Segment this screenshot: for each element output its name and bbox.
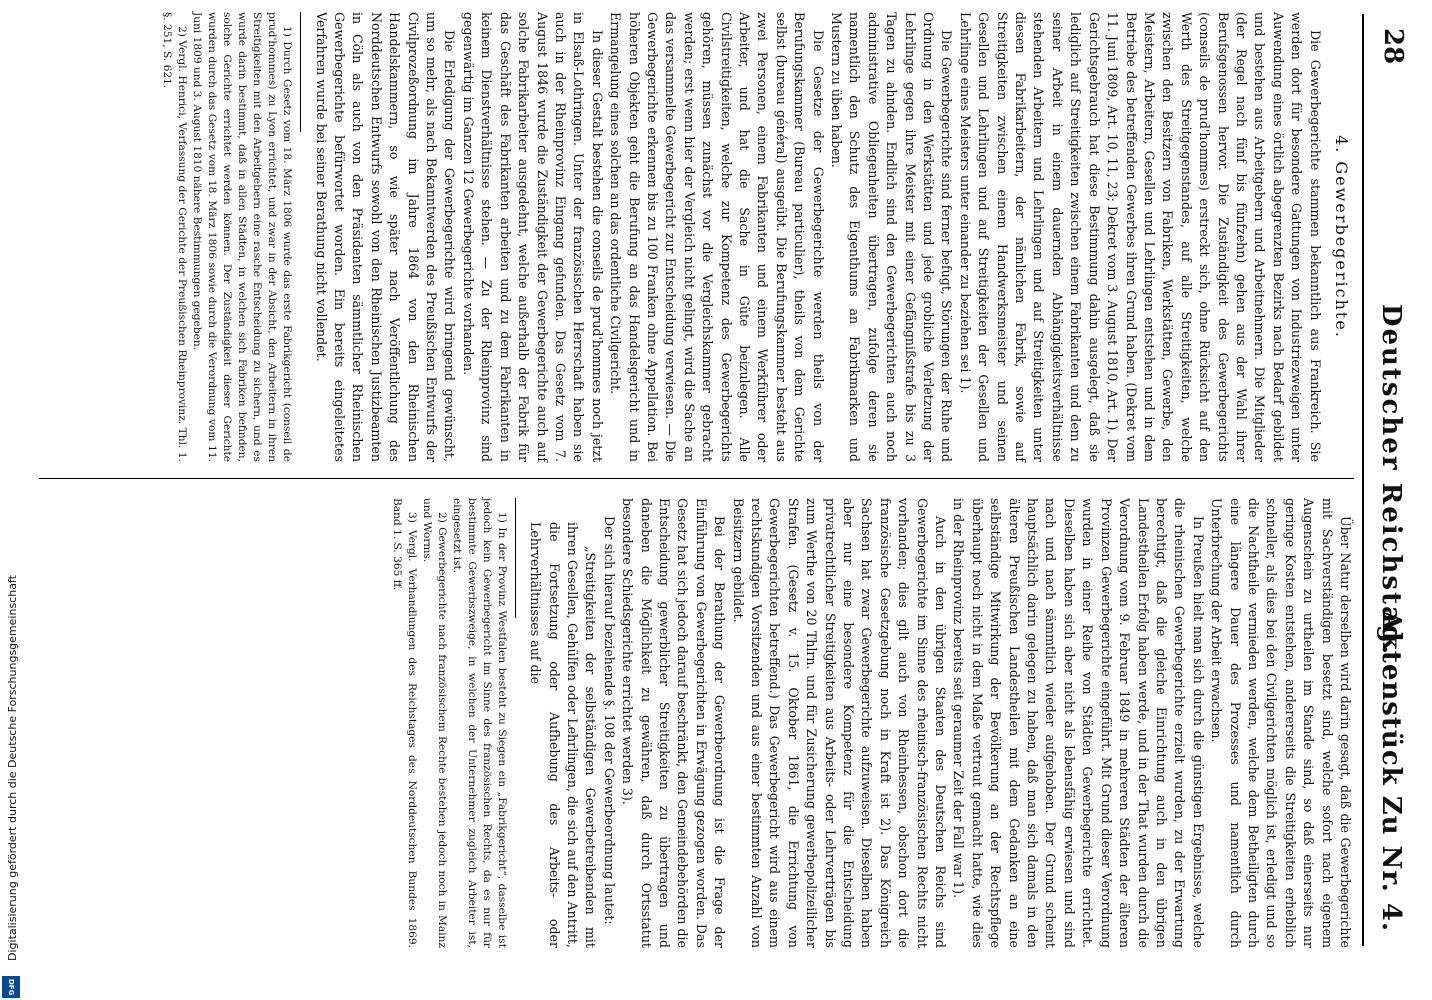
paragraph: Bei der Berathung der Gewerbeordnung ist die Frage der Einführung von Gewerbegerichten in Erwägung gezogen worden. Das Gesetz hat sich jedoch darauf beschränkt, den Gemeindebehörden die Entscheidung gewerblicher Streitigkeiten zu übertragen und daneben die Möglichkeit zu gewähren, daß durch Ortsstatut besondere Schiedsgerichte errichtet werden 3). — [620, 498, 728, 948]
paragraph: Auch in den übrigen Staaten des Deutschen Reichs sind Gewerbegerichte im Sinne des rheinisch-französischen Rechts nicht vorhanden; dies gilt auch von Rheinhessen, obschon dort die französische Gesetzgebung noch in Kraft ist 2). Das Königreich Sachsen hat zwar Gewerbegerichte aufzuweisen. Dieselben haben aber nur eine besondere Kompetenz für die Entscheidung privatrechtlicher Streitigkeiten aus Arbeits- oder Lehrverträgen bis zum Werthe von 20 Thlrn. und für Zusicherung gewerbepolizeilicher Strafen. (Gesetz v. 15. Oktober 1861, die Errichtung von Gewerbegerichten betreffend.) Das Gewerbegericht wird aus einem rechtskundigen Vorsitzenden und aus einer bestimmten Anzahl von Beisitzern gebildet. — [730, 498, 949, 948]
appendix-label: Aktenstück Zu Nr. 4. — [1376, 610, 1406, 932]
quoted-statute: „Streitigkeiten der selbständigen Gewerbetreibenden mit ihren Gesellen, Gehülfen oder Lehrlingen, die sich auf den Antritt, die Fortsetzung oder Aufhebung des Arbeits- oder Lehrverhältnisses auf die — [528, 522, 599, 948]
section-title: 4. Gewerbegerichte. — [1332, 135, 1351, 339]
footnote: 2) Vergl. Henrici, Verfassung der Gerichte der Preußischen Rheinprovinz. Thl. 1. §. 251, S. 621. — [161, 12, 189, 462]
footnote: 3) Vergl. Verhandlungen des Reichstages des Norddeutschen Bundes 1869. Band 1. S. 365 ff. — [390, 498, 418, 948]
paragraph: In Preußen hielt man sich durch die günstigen Ergebnisse, welche die rheinischen Gewerbegerichte erzielt wurden, zu der Erwartung berechtigt, daß die gleiche Einrichtung auch in den übrigen Landestheilen Erfolg haben werde, und in der That wurden durch die Verordnung vom 9. Februar 1849 in mehreren Städten der älteren Provinzen Gewerbegerichte eingeführt. Mit Grund dieser Verordnung wurden in einer Reihe von Städten Gewerbegerichte errichtet. Dieselben haben sich aber nicht als lebensfähig erwiesen und sind nach und nach sämmtlich wieder aufgehoben. Der Grund scheint hauptsächlich darin gelegen zu haben, daß man sich damals in den älteren Preußischen Landestheilen mit dem Gedanken an eine selbständige Mitwirkung der Bevölkerung an der Rechtspflege überhaupt noch nicht in dem Maße vertraut gemacht hatte, wie dies in der Rheinprovinz bereits seit geraumer Zeit der Fall war 1). — [951, 498, 1206, 948]
paragraph: Die Erledigung der Gewerbegerichte wird bringend gewünscht, um so mehr, als nach Bekanntwerden des Preußischen Entwurfs der Civilprozeßordnung im Jahre 1864 von den Rheinischen Handelskammern, so wie später nach Veröffentlichung des Norddeutschen Entwurfs sowohl von den Rheinischen Justizbeamten in Cöln als auch von den Präsidenten sämmtlicher Rheinischen Gewerbegerichte befürwortet worden. Ein bereits eingeleitetes Verfahren wurde bei seiner Berathung nicht vollendet. — [313, 12, 458, 462]
paragraph: Die Gesetze der Gewerbegerichte werden theils von der Berufungskammer (Bureau particulier), theils von dem Gerichte selbst (bureau général) ausgeübt. Die Berufungskammer besteht aus zwei Personen, einem Fabrikanten und einem Werkführer oder Arbeiter, und hat die Sache in Güte beizulegen. Alle Civilstreitigkeiten, welche zur Kompetenz des Gewerbegerichts gehören, müssen zunächst vor die Vergleichskammer gebracht werden; erst wenn hier der Vergleich nicht gelingt, wird die Sache an das versammelte Gewerbegericht zur Entscheidung verwiesen. — Die Gewerbegerichte erkennen bis zu 100 Franken ohne Appellation. Bei höheren Objekten geht die Berufung an das Handelsgericht und in Ermangelung eines solchen an das ordentliche Civilgericht. — [608, 12, 826, 462]
footnote: 1) In der Provinz Westfalen besteht zu Siegen ein „Fabrikgericht“, dasselbe ist jedoch kein Gewerbegericht im Sinne des französischen Rechts, da es nur für bestimmte Gewerbszweige, in welchen der Unternehmer zugleich Arbeiter ist, eingesetzt ist. — [450, 498, 508, 948]
column-divider — [39, 478, 1354, 479]
paragraph: Über Natur derselben wird darin gesagt, daß die Gewerbegerichte mit Sachverständigen besetzt sind, welche sofort nach eigenem Augenschein zu urtheilen im Stande sind, so daß einerseits nur geringe Kosten entstehen, andererseits die Streitigkeiten erheblich schneller, als dies bei den Civilgerichten möglich ist, erledigt und so die Nachtheile vermieden werden, welche dem Betheiligten durch eine längere Dauer des Prozesses und namentlich durch Unterbrechung der Arbeit erwachsen. — [1209, 498, 1353, 948]
footnote-rule — [300, 12, 301, 132]
footnote: 2) Gewerbegerichte nach französischem Rechte bestehen jedoch noch in Mainz und Worms. — [420, 498, 448, 948]
paragraph: In dieser Gestalt bestehen die conseils de prud'hommes noch jetzt in Elsaß-Lothringen. Unter der französischen Herrschaft haben sie auch in der Rheinprovinz Eingang gefunden. Das Gesetz vom 7. August 1846 wurde die Zuständigkeit der Gewerbegerichte auch auf solche Fabrikarbeiter ausgedehnt, welche außerhalb der Fabrik für das Geschäft des Fabrikanten arbeiten und zu dem Fabrikanten in keinem Dienstverhältnisse stehen. — Zu der Rheinprovinz sind gegenwärtig im Ganzen 12 Gewerbegerichte vorhanden. — [460, 12, 605, 462]
running-head: Deutscher Reichstag. — [1376, 303, 1406, 657]
right-column — [34, 498, 1354, 948]
footnote-rule — [515, 498, 516, 618]
paragraph: Die Gewerbegerichte sind ferner befugt, Störungen der Ruhe und Ordnung in den Werkstätten und jede grobliche Verletzung der Lehrlinge gegen ihre Meister mit einer Gefängnißstrafe bis zu 3 Tagen zu ahnden. Endlich sind den Gewerbegerichten auch noch administrative Obliegenheiten übertragen, zufolge deren sie namentlich den Schutz des Eigenthums an Fabrikmarken und Mustern zu üben haben. — [829, 12, 955, 462]
page-header — [1362, 0, 1416, 960]
digitization-credit: Digitalisierung gefördert durch die Deutsche Forschungsgemeinschaft — [6, 575, 19, 961]
page-number: 28 — [1378, 28, 1408, 65]
footnote: 1) Durch Gesetz vom 18. März 1806 wurde das erste Fabrikgericht (conseil de prud'hommes) zu Lyon errichtet, und zwar in der Absicht, den Arbeitern in ihren Streitigkeiten mit den Arbeitgebern eine rasche Entscheidung zu sichern, und es wurde darin bestimmt, daß in allen Städten, in welchen sich Fabriken befinden, solche Gerichte errichtet werden können. Der Zuständigkeit dieser Gerichte wurden durch das Gesetz vom 18. März 1806 sowie durch die Verordnung vom 11. Juni 1809 und 3. August 1810 nähere Bestimmungen gegeben. — [191, 12, 294, 462]
header-rule — [1362, 14, 1364, 946]
left-column — [34, 12, 1354, 462]
paragraph: Der sich hierauf beziehende §. 108 der Gewerbeordnung lautet: — [601, 516, 617, 925]
rotated-page — [26, 0, 1416, 960]
paragraph: Die Gewerbegerichte stammen bekanntlich aus Frankreich. Sie werden dort für besondere Gattungen von Industriezweigen unter Auwendung eines örtlich abgegrenzten Bezirks nach Bedarf gebildet und bestehen aus Arbeitgebern und Arbeitnehmern. Die Mitglieder (der Regel nach fünf bis fünfzehn) gehen aus der Wahl ihrer Berufsgenossen hervor. Die Zuständigkeit des Gewerbegerichts (conseils de prud'hommes) erstreckt sich, ohne Rücksicht auf den Werth des Streitgegenstandes, auf alle Streitigkeiten, welche zwischen den Besitzern von Fabriken, Werkstätten, Gewerbe, den Meistern, Arbeitern, Gesellen und Lehrlingen entstehen und in dem Betriebe des betreffenden Gewerbes ihren Grund haben. (Dekret vom 11. Juni 1809, Art. 10, 11, 23; Dekret vom 3. August 1810, Art. 1). Der Gerichtsgebrauch hat diese Bestimmung dahin ausgelegt, daß sie lediglich auf Streitigkeiten zwischen einem Fabrikanten und dem zu seiner Arbeit in einem dauernden Abhängigkeitsverhältnisse stehenden Arbeitern und Lehrlingen und auf Streitigkeiten unter diesen Fabrikarbeitern, der nämlichen Fabrik, sowie auf Streitigkeiten zwischen einem Handwerksmeister und seinen Gesellen und Lehrlingen und auf Streitigkeiten der Gesellen und Lehrlinge eines Meisters unter einander zu beziehen sei 1). — [957, 12, 1323, 462]
dfg-logo-icon: DFG — [2, 976, 20, 998]
